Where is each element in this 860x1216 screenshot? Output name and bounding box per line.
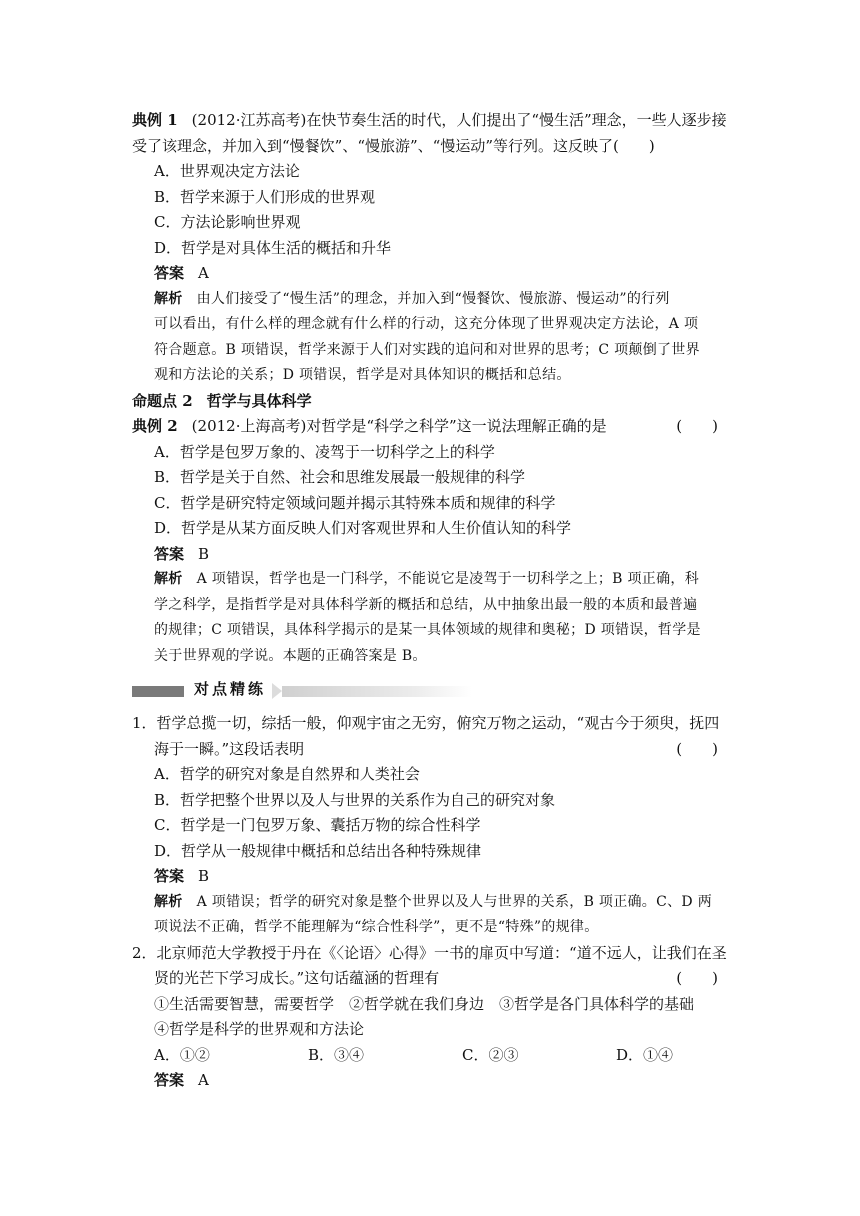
q1-stem-text2: 海于一瞬。”这段话表明 [154, 739, 305, 758]
q2-statements-line2: ④哲学是科学的世界观和方法论 [154, 1020, 365, 1038]
example1-stem-line1 [132, 108, 732, 134]
q1-number: 1． [132, 714, 157, 732]
q2-stem-text2: 贤的光芒下学习成长。”这句话蕴涵的哲理有 [154, 969, 440, 987]
example2-analysis-line4: 关于世界观的学说。本题的正确答案是 B。 [154, 647, 427, 664]
q2-choice-c: C．②③ [462, 1045, 519, 1064]
analysis-text: A 项错误，哲学也是一门科学，不能说它是凌驾于一切科学之上；B 项正确，科 [196, 571, 700, 587]
q2-choices [132, 1043, 732, 1069]
q1-option-b: B．哲学把整个世界以及人与世界的关系作为自己的研究对象 [154, 790, 556, 809]
example2-stem [132, 414, 732, 440]
example2-analysis-line2: 学之科学，是指哲学是对具体科学新的概括和总结，从中抽象出最一般的本质和最普遍 [154, 596, 698, 613]
example1-option-a: A．世界观决定方法论 [154, 162, 300, 180]
q1-option-c: C．哲学是一门包罗万象、囊括万物的综合性科学 [154, 816, 481, 834]
banner-bar [132, 686, 184, 697]
analysis-label: 解析 [154, 571, 183, 587]
q2-stem-line2 [132, 966, 732, 992]
section-banner [132, 675, 732, 707]
q2-choice-a: A．①② [154, 1045, 210, 1064]
example1-option-c: C．方法论影响世界观 [154, 213, 301, 231]
section-title: 对点精练 [194, 680, 267, 698]
example1-stem-line2: 受了该理念，并加入到“慢餐饮”、“慢旅游”、“慢运动”等行列。这反映了( ) [132, 136, 655, 155]
q1-option-d: D．哲学从一般规律中概括和总结出各种特殊规律 [154, 841, 482, 860]
q2-statements-line1: ①生活需要智慧，需要哲学 ②哲学就在我们身边 ③哲学是各门具体科学的基础 [154, 994, 695, 1013]
example2-option-d: D．哲学是从某方面反映人们对客观世界和人生价值认知的科学 [154, 519, 572, 537]
q1-stem-text: 哲学总揽一切，综括一般，仰观宇宙之无穷，俯究万物之运动，“观古今于须臾，抚四 [156, 714, 720, 732]
example2-option-b: B．哲学是关于自然、社会和思维发展最一般规律的科学 [154, 468, 526, 486]
example1-analysis-line4: 观和方法论的关系；D 项错误，哲学是对具体知识的概括和总结。 [154, 367, 571, 383]
q2-choice-b: B．③④ [308, 1045, 365, 1064]
document-content [132, 108, 732, 1094]
example2-option-c: C．哲学是研究特定领域问题并揭示其特殊本质和规律的科学 [154, 493, 556, 512]
example2-label: 典例 2 [132, 417, 178, 435]
example1-analysis-line3: 符合题意。B 项错误，哲学来源于人们对实践的追问和对世界的思考；C 项颠倒了世界 [154, 341, 700, 358]
q1-stem-line2 [132, 737, 732, 763]
answer-label: 答案 [154, 867, 185, 885]
answer-label: 答案 [154, 1071, 185, 1089]
example1-option-b: B．哲学来源于人们形成的世界观 [154, 187, 376, 206]
answer-value: B [198, 867, 210, 885]
example1-analysis-line2: 可以看出，有什么样的理念就有什么样的行动，这充分体现了世界观决定方法论，A 项 [154, 316, 699, 332]
answer-value: A [198, 264, 209, 282]
example1-label: 典例 1 [132, 111, 178, 129]
q2-choice-d: D．①④ [616, 1045, 674, 1064]
banner-fade [282, 686, 472, 697]
q2-answer [132, 1068, 732, 1094]
example2-analysis-line3: 的规律；C 项错误，具体科学揭示的是某一具体领域的规律和奥秘；D 项错误，哲学是 [154, 622, 701, 638]
q2-number: 2． [132, 943, 157, 962]
example2-option-a: A．哲学是包罗万象的、凌驾于一切科学之上的科学 [154, 442, 495, 461]
answer-label: 答案 [154, 544, 185, 563]
q2-stem-text: 北京师范大学教授于丹在《〈论语〉心得》一书的扉页中写道：“道不远人，让我们在圣 [156, 943, 727, 962]
example2-answer [132, 542, 732, 568]
answer-value: B [198, 544, 210, 563]
analysis-label: 解析 [154, 290, 183, 307]
q1-answer [132, 864, 732, 890]
example2-analysis-line1 [132, 567, 732, 593]
answer-label: 答案 [154, 264, 185, 282]
analysis-text: 由人们接受了“慢生活”的理念，并加入到“慢餐饮、慢旅游、慢运动”的行列 [196, 290, 670, 307]
example1-option-d: D．哲学是对具体生活的概括和升华 [154, 238, 392, 257]
chevron-right-icon [272, 683, 282, 699]
answer-value: A [198, 1071, 209, 1089]
q1-analysis-line1 [132, 890, 732, 916]
example1-answer [132, 261, 732, 287]
q1-stem-line1 [132, 711, 732, 737]
example2-stem-text: (2012·上海高考)对哲学是“科学之科学”这一说法理解正确的是 [191, 417, 607, 435]
topic2-heading [132, 389, 732, 415]
q2-stem-line1 [132, 941, 732, 967]
example1-analysis-line1 [132, 287, 732, 313]
answer-blank: ( ) [676, 969, 718, 987]
topic2-label: 命题点 2 [132, 391, 193, 410]
analysis-text: A 项错误；哲学的研究对象是整个世界以及人与世界的关系，B 项正确。C、D 两 [196, 893, 712, 910]
answer-blank: ( ) [676, 739, 718, 758]
example1-stem-text: (2012·江苏高考)在快节奏生活的时代，人们提出了“慢生活”理念，一些人逐步接 [191, 111, 727, 129]
q1-analysis-line2: 项说法不正确，哲学不能理解为“综合性科学”，更不是“特殊”的规律。 [154, 919, 599, 935]
topic2-title: 哲学与具体科学 [206, 391, 312, 410]
q1-option-a: A．哲学的研究对象是自然界和人类社会 [154, 765, 420, 783]
analysis-label: 解析 [154, 893, 183, 910]
answer-blank: ( ) [676, 417, 718, 435]
